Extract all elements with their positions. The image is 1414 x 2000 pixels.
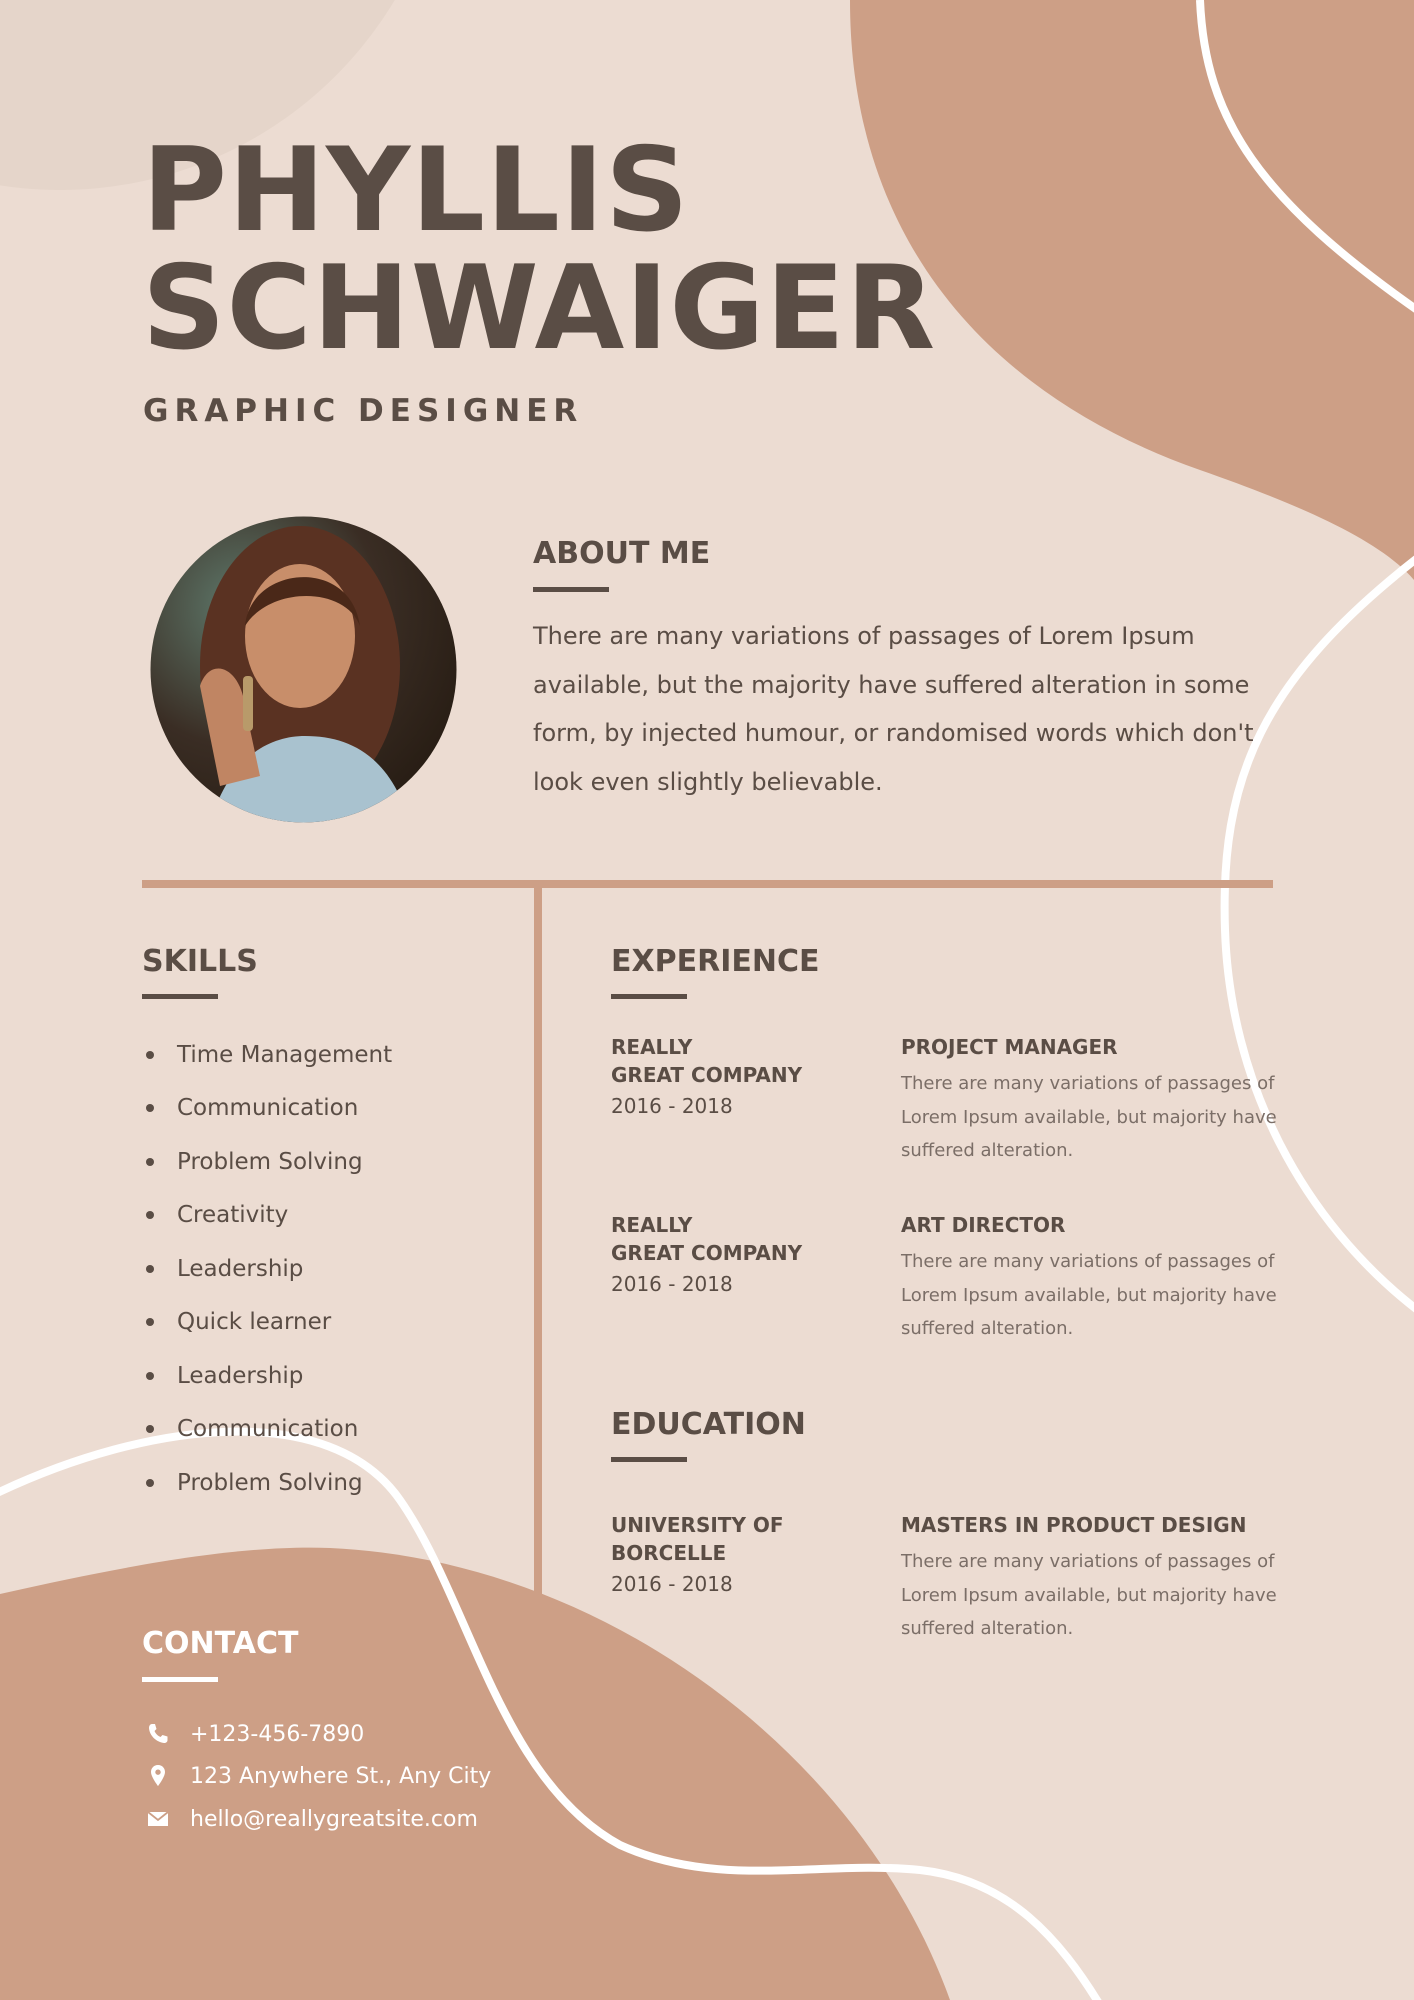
skill-label: Leadership	[177, 1362, 304, 1389]
vertical-divider	[534, 884, 542, 1600]
location-pin-icon	[146, 1764, 170, 1788]
skill-item	[142, 1242, 392, 1296]
degree: MASTERS IN PRODUCT DESIGN	[901, 1513, 1247, 1537]
school	[611, 1511, 871, 1601]
bullet-icon	[146, 1318, 154, 1326]
company-line: REALLY	[611, 1213, 693, 1237]
experience-underline	[611, 994, 687, 999]
contact-address	[146, 1758, 491, 1794]
experience-heading: EXPERIENCE	[611, 944, 820, 979]
bullet-icon	[146, 1479, 154, 1487]
skill-item	[142, 1135, 392, 1189]
company-line: REALLY	[611, 1035, 693, 1059]
dates: 2016 - 2018	[611, 1272, 733, 1296]
bullet-icon	[146, 1265, 154, 1273]
skill-label: Creativity	[177, 1202, 289, 1229]
skill-label: Quick learner	[177, 1309, 332, 1336]
skills-list	[142, 1028, 392, 1510]
skill-item	[142, 1189, 392, 1243]
email-text: hello@reallygreatsite.com	[190, 1806, 478, 1832]
bullet-icon	[146, 1211, 154, 1219]
full-name	[142, 123, 937, 376]
bullet-icon	[146, 1158, 154, 1166]
skill-label: Time Management	[177, 1041, 393, 1068]
job-title: PROJECT MANAGER	[901, 1035, 1118, 1059]
contact-phone	[146, 1716, 364, 1752]
first-name: PHYLLIS	[142, 123, 690, 258]
bullet-icon	[146, 1425, 154, 1433]
company-line: GREAT COMPANY	[611, 1241, 803, 1265]
skill-label: Problem Solving	[177, 1148, 363, 1175]
mail-icon	[146, 1807, 170, 1831]
skill-label: Leadership	[177, 1255, 304, 1282]
bullet-icon	[146, 1051, 154, 1059]
company	[611, 1033, 871, 1123]
phone-text: +123-456-7890	[190, 1721, 365, 1747]
education-underline	[611, 1457, 687, 1462]
skill-item	[142, 1403, 392, 1457]
education-heading: EDUCATION	[611, 1407, 806, 1442]
school-line: UNIVERSITY OF	[611, 1513, 784, 1537]
about-text: There are many variations of passages of Lorem Ipsum available, but the majority have suffered alteration in some form, by injected humour, or randomised words which don't look even slightly believable.	[533, 622, 1254, 796]
job-title: ART DIRECTOR	[901, 1213, 1066, 1237]
phone-icon	[146, 1722, 170, 1746]
bullet-icon	[146, 1104, 154, 1112]
dates: 2016 - 2018	[611, 1094, 733, 1118]
skills-heading: SKILLS	[142, 944, 258, 979]
profile-photo	[150, 516, 457, 823]
job-description: There are many variations of passages of Lorem Ipsum available, but majority have suffered alteration.	[901, 1251, 1277, 1339]
job-description: There are many variations of passages of Lorem Ipsum available, but majority have suffered alteration.	[901, 1073, 1277, 1161]
skill-item	[142, 1296, 392, 1350]
horizontal-divider	[142, 880, 1273, 888]
about-underline	[533, 587, 609, 592]
skill-item	[142, 1082, 392, 1136]
skill-label: Problem Solving	[177, 1469, 363, 1496]
last-name: SCHWAIGER	[142, 241, 937, 376]
company-line: GREAT COMPANY	[611, 1063, 803, 1087]
skill-item	[142, 1028, 392, 1082]
contact-email	[146, 1801, 478, 1837]
about-heading: ABOUT ME	[533, 536, 711, 571]
address-text: 123 Anywhere St., Any City	[190, 1763, 492, 1789]
skill-item	[142, 1456, 392, 1510]
skills-underline	[142, 994, 218, 999]
job-role: GRAPHIC DESIGNER	[143, 393, 584, 429]
contact-heading: CONTACT	[142, 1626, 299, 1661]
skill-item	[142, 1349, 392, 1403]
dates: 2016 - 2018	[611, 1572, 733, 1596]
degree-description: There are many variations of passages of Lorem Ipsum available, but majority have suffered alteration.	[901, 1551, 1277, 1639]
skill-label: Communication	[177, 1095, 359, 1122]
school-line: BORCELLE	[611, 1541, 727, 1565]
company	[611, 1211, 871, 1301]
contact-underline	[142, 1677, 218, 1682]
skill-label: Communication	[177, 1416, 359, 1443]
bullet-icon	[146, 1372, 154, 1380]
